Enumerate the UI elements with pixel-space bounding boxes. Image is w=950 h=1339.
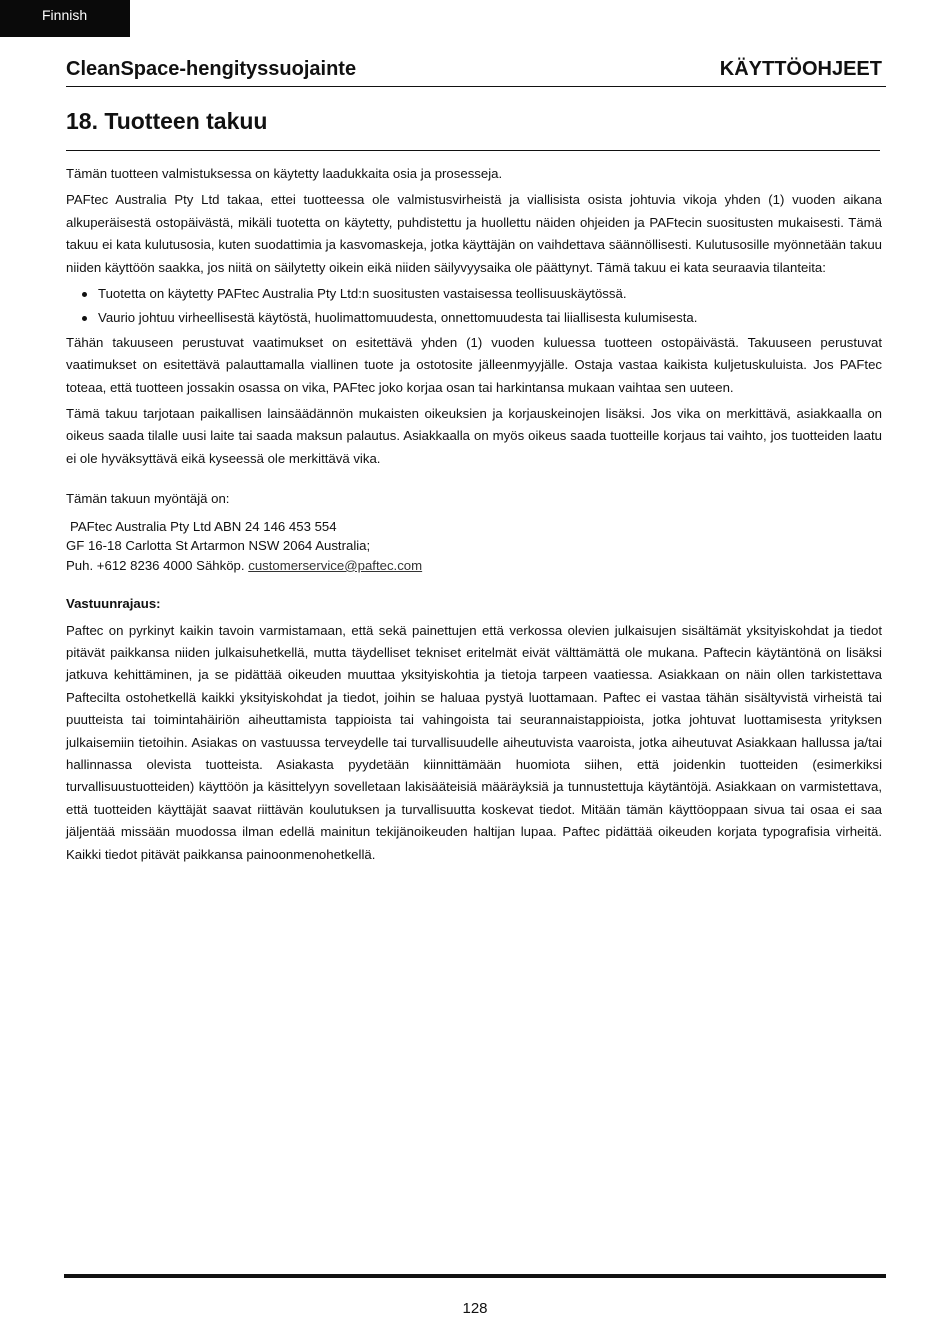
issuer-label: Tämän takuun myöntäjä on: (66, 491, 230, 507)
page-header (66, 58, 886, 87)
issuer-address (66, 517, 882, 576)
footer-divider (64, 1274, 886, 1278)
paragraph-claims: Tähän takuuseen perustuvat vaatimukset on esitettävä yhden (1) vuoden kuluessa tuotteen ostopäivästä. Takuuseen perustuvat vaatimukset on esitettävä palauttamalla viallinen tuote ja ostotosite jälleenmyyjälle. Ostaja vastaa kaikista kuljetuskuluista. Jos PAFtec toteaa, että tuotteen jossakin osassa on vika, PAFtec joko korjaa osan tai harkintansa mukaan vaihtaa sen uuteen. (66, 334, 882, 395)
exclusions-list (66, 283, 882, 330)
paragraph-rights: Tämä takuu tarjotaan paikallisen lainsäädännön mukaisten oikeuksien ja korjauskeinojen lisäksi. Jos vika on merkittävä, asiakkaalla on oikeus saada tilalle uusi laite tai saada maksun palautus. Asiakkaalla on myös oikeus saada tuotteille korjaus tai vaihto, jos tuotteiden laatu ei ole hyväksyttävä eikä kyseessä ole merkittävä vika. (66, 406, 882, 466)
issuer-contact (66, 556, 882, 576)
list-item: Vaurio johtuu virheellisestä käytöstä, huolimattomuudesta, onnettomuudesta tai liiallisesta kulumisesta. (66, 307, 882, 329)
section-title: 18. Tuotteen takuu (66, 108, 880, 151)
issuer-phone: Puh. +612 8236 4000 Sähköp. (66, 557, 249, 573)
disclaimer-title: Vastuunrajaus: (66, 596, 161, 612)
paragraph-intro: Tämän tuotteen valmistuksessa on käytetty laadukkaita osia ja prosesseja. (66, 166, 503, 181)
email-link[interactable]: customerservice@paftec.com (248, 557, 423, 573)
document-type: KÄYTTÖOHJEET (719, 58, 882, 80)
document-title: CleanSpace-hengityssuojainte (66, 58, 357, 80)
issuer-street: GF 16-18 Carlotta St Artarmon NSW 2064 Australia; (66, 538, 371, 554)
issuer-company: PAFtec Australia Pty Ltd ABN 24 146 453 554 (70, 518, 337, 534)
list-item: Tuotetta on käytetty PAFtec Australia Pty Ltd:n suositusten vastaisessa teollisuuskäytössä. (66, 283, 882, 305)
page-number: 128 (462, 1300, 488, 1317)
page-content (66, 163, 882, 870)
issuer-block (66, 488, 882, 575)
disclaimer-text: Paftec on pyrkinyt kaikin tavoin varmistamaan, että sekä painettujen että verkossa olevien julkaisujen sisältämät yksityiskohdat ja tiedot pitävät paikkansa niiden julkaisuhetkellä, mutta täydelliset tekniset eritelmät eivät välttämättä ole mukana. Paftecin käytäntönä on lisäksi jatkuva kehittäminen, ja se pidättää oikeuden muuttaa yksityiskohtia ja tietoja tarpeen vaatiessa. Asiakkaan on näin ollen tarkistettava Paftecilta ostohetkellä kaikki yksityiskohdat ja tiedot, joihin se haluaa pystyä luottamaan. Paftec ei vastaa tähän sisältyvistä virheistä tai puutteista tai toimintahäiriön aiheuttamista tappioista tai vahingoista tai seurannaistappioista, jotka johtuvat luottamisesta yrityksen julkaisemiin tietoihin. Asiakas on vastuussa terveydelle tai turvallisuudelle aiheutuvista vaaroista, jotka aiheutuvat Asiakkaan hallussa ja/tai hallinnassa olevista tuotteista. Asiakasta pyydetään kiinnittämään huomiota siihen, että joidenkin tuotteiden (esimerkiksi turvallisuustuotteiden) käyttöön ja käsittelyyn sovelletaan lakisääteisiä määräyksiä ja tunnustettuja käytäntöjä. Asiakkaan on varmistettava, että tuotteiden käyttäjät saavat riittävän koulutuksen ja turvallisuutta koskevat tiedot. Mitään tämän käyttöoppaan sivua tai osaa ei saa jäljentää missään muodossa ilman edellä mainitun tekijänoikeuden haltijan lupaa. Paftec pidättää oikeuden korjata typografisia virheitä. Kaikki tiedot pitävät paikkansa painoonmenohetkellä. (66, 622, 882, 862)
disclaimer-block (66, 593, 882, 866)
paragraph-warranty: PAFtec Australia Pty Ltd takaa, ettei tuotteessa ole valmistusvirheistä ja viallisista osista johtuvia vikoja yhden (1) vuoden aikana alkuperäisestä ostopäivästä, mikäli tuotetta on käytetty, puhdistettu ja huollettu näiden ohjeiden ja PAFtecin suositusten mukaisesti. Tämä takuu ei kata kulutusosia, kuten suodattimia ja kasvomaskeja, jotka käyttäjän on vaihdettava säännöllisesti. Kulutusosille myönnetään takuu niiden käyttöön saakka, jos niitä on säilytetty oikein eikä niiden säilyvyysaika ole päättynyt. Tämä takuu ei kata seuraavia tilanteita: (66, 192, 882, 275)
language-tab: Finnish (0, 0, 130, 37)
